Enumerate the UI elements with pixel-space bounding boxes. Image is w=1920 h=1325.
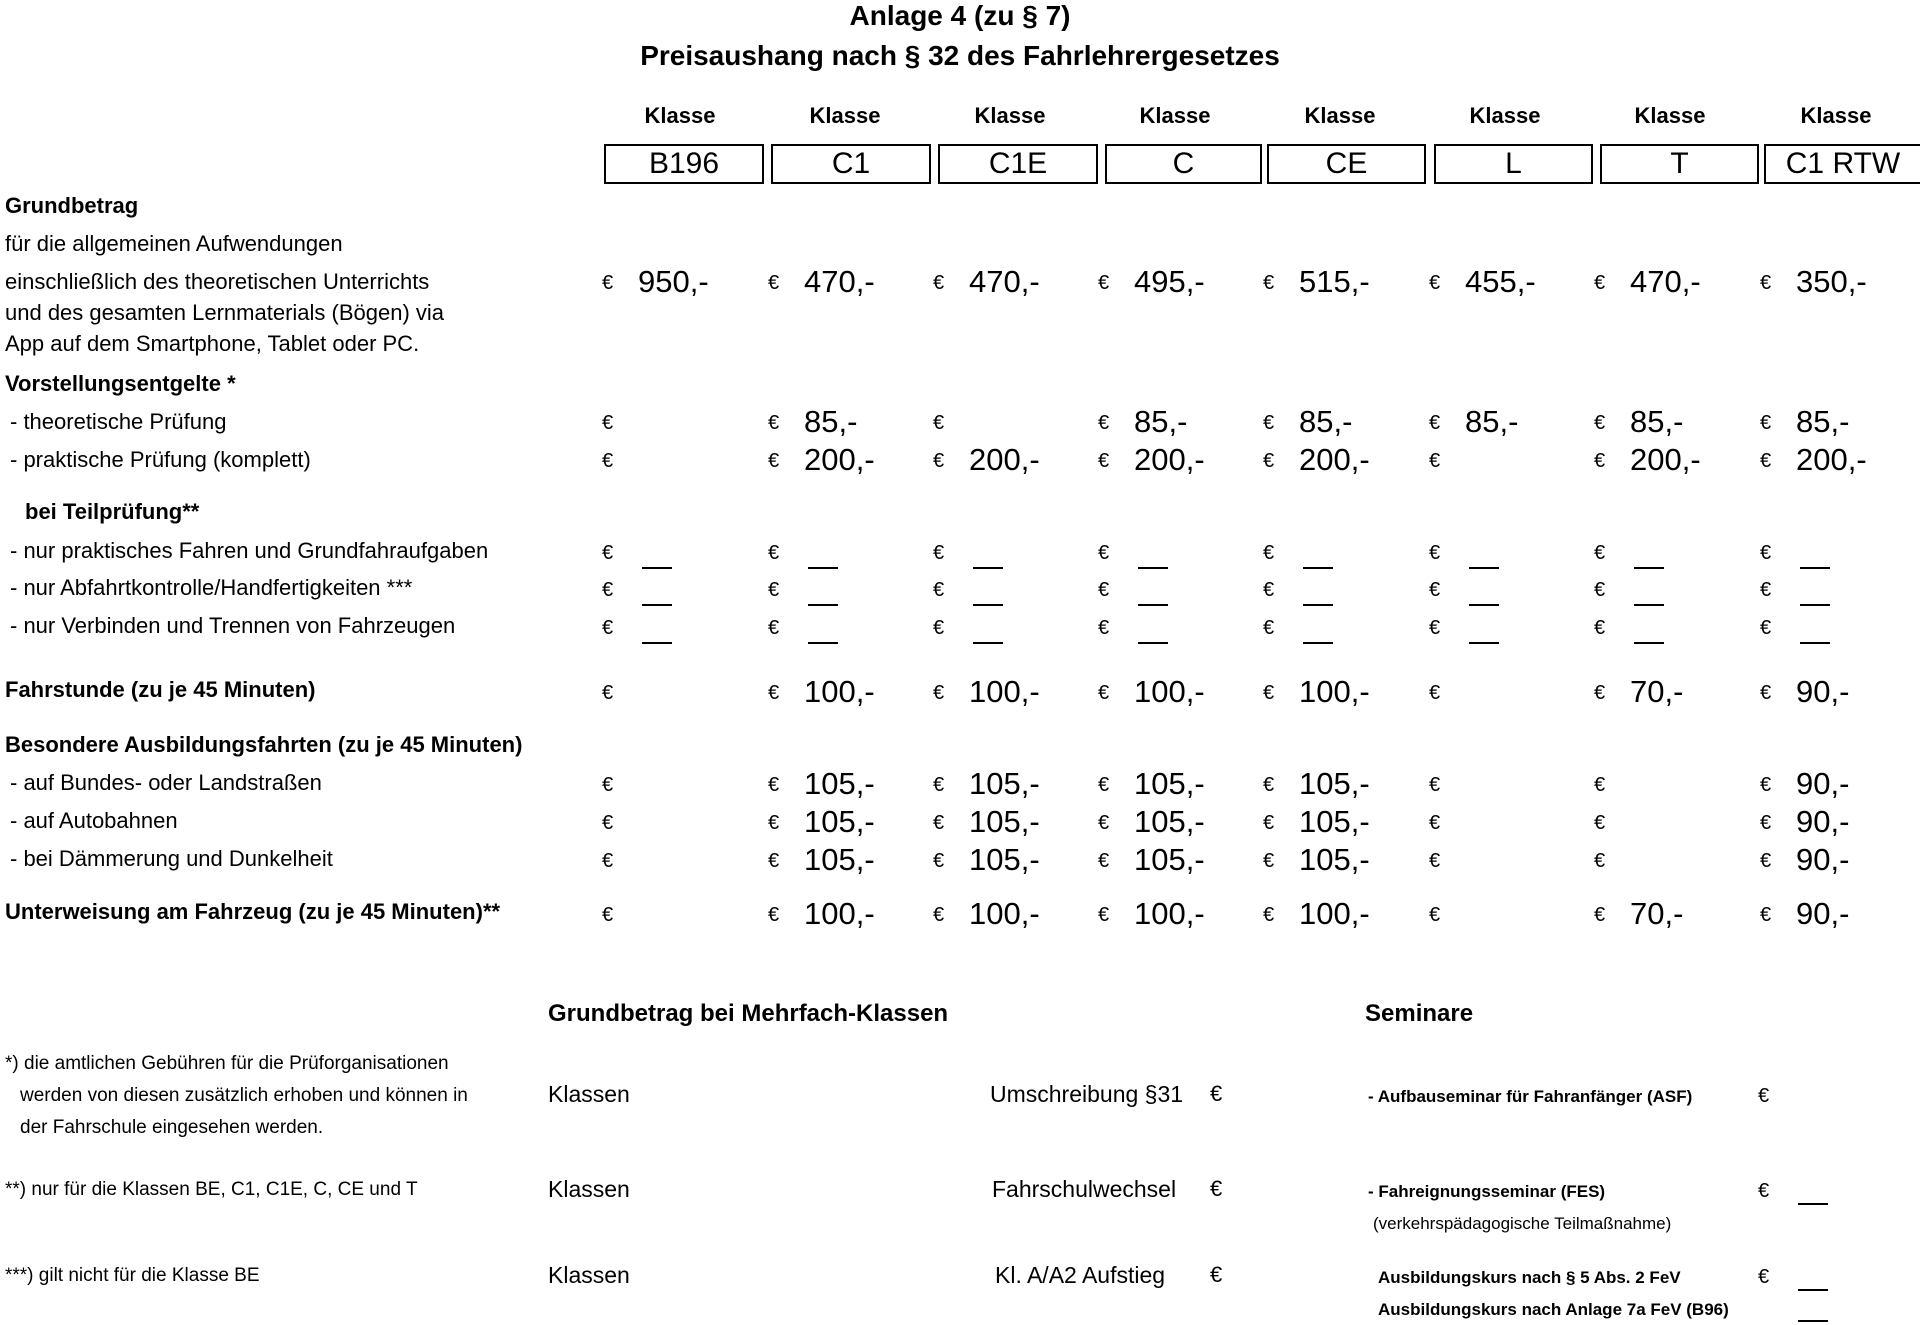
euro-sign: € [768, 450, 780, 472]
umschreibung-label: Umschreibung §31 [990, 1081, 1184, 1107]
fahrstunde-price: 90,- [1796, 674, 1850, 709]
praktische-pruefung-price: 200,- [1796, 442, 1867, 477]
euro-sign: € [1594, 812, 1606, 834]
euro-sign: € [1758, 1180, 1770, 1202]
footnote-1-line1: *) die amtlichen Gebühren für die Prüforganisationen [5, 1053, 449, 1074]
euro-sign: € [1098, 904, 1110, 926]
euro-sign: € [1594, 774, 1606, 796]
empty-price-dash [1798, 1289, 1828, 1291]
praktische-pruefung-price: 200,- [804, 442, 875, 477]
euro-sign: € [1263, 450, 1275, 472]
euro-sign: € [768, 542, 780, 564]
besondere-price: 105,- [804, 804, 875, 839]
euro-sign: € [1594, 904, 1606, 926]
euro-sign: € [1760, 812, 1772, 834]
empty-price-dash [808, 604, 838, 606]
unterweisung-price: 100,- [804, 896, 875, 931]
besondere-price: 105,- [969, 842, 1040, 877]
footnote-3: ***) gilt nicht für die Klasse BE [5, 1265, 260, 1286]
praktische-pruefung-price: 200,- [1630, 442, 1701, 477]
euro-sign: € [1429, 542, 1441, 564]
unterweisung-price: 90,- [1796, 896, 1850, 931]
footnote-2: **) nur für die Klassen BE, C1, C1E, C, CE und T [5, 1179, 418, 1200]
euro-sign: € [768, 904, 780, 926]
euro-sign: € [602, 542, 614, 564]
euro-sign: € [602, 617, 614, 639]
grundbetrag-line1: für die allgemeinen Aufwendungen [5, 231, 343, 256]
besondere-price: 105,- [804, 766, 875, 801]
footnote-1-line3: der Fahrschule eingesehen werden. [20, 1117, 324, 1138]
besondere-price: 105,- [804, 842, 875, 877]
empty-price-dash [1634, 604, 1664, 606]
besondere-price: 90,- [1796, 842, 1850, 877]
fahrstunde-price: 100,- [969, 674, 1040, 709]
euro-sign: € [1760, 904, 1772, 926]
euro-sign: € [1263, 272, 1275, 294]
document-title-line1: Anlage 4 (zu § 7) [849, 0, 1071, 31]
besondere-price: 105,- [1134, 804, 1205, 839]
kurs1-label: Ausbildungskurs nach § 5 Abs. 2 FeV [1378, 1268, 1681, 1287]
praktische-pruefung-price: 200,- [1299, 442, 1370, 477]
euro-sign: € [933, 542, 945, 564]
grundbetrag-price: 455,- [1465, 264, 1536, 299]
euro-sign: € [1760, 579, 1772, 601]
empty-price-dash [1469, 567, 1499, 569]
euro-sign: € [602, 579, 614, 601]
empty-price-dash [1303, 567, 1333, 569]
besondere-row-label: - bei Dämmerung und Dunkelheit [10, 846, 333, 871]
euro-sign: € [1429, 450, 1441, 472]
empty-price-dash [1303, 642, 1333, 644]
besondere-row-label: - auf Autobahnen [10, 808, 178, 833]
euro-sign: € [768, 850, 780, 872]
euro-sign: € [1098, 579, 1110, 601]
praktische-pruefung-price: 200,- [969, 442, 1040, 477]
class-box: L [1434, 144, 1593, 184]
theoretische-pruefung-price: 85,- [1134, 404, 1188, 439]
euro-sign: € [1429, 682, 1441, 704]
class-header-label: Klasse [809, 103, 881, 128]
unterweisung-price: 100,- [1299, 896, 1370, 931]
empty-price-dash [1469, 642, 1499, 644]
euro-sign: € [1098, 412, 1110, 434]
teilpruefung-row-label: - nur Verbinden und Trennen von Fahrzeugen [10, 613, 456, 638]
euro-sign: € [933, 412, 945, 434]
class-header-label: Klasse [1634, 103, 1706, 128]
euro-sign: € [1263, 774, 1275, 796]
empty-price-dash [1303, 604, 1333, 606]
class-header-label: Klasse [1469, 103, 1541, 128]
euro-sign: € [1429, 412, 1441, 434]
euro-sign: € [1210, 1081, 1223, 1106]
class-header-label: Klasse [644, 103, 716, 128]
euro-sign: € [768, 272, 780, 294]
euro-sign: € [1594, 682, 1606, 704]
document-title-line2: Preisaushang nach § 32 des Fahrlehrergesetzes [640, 40, 1280, 71]
empty-price-dash [1800, 567, 1830, 569]
grundbetrag-price: 350,- [1796, 264, 1867, 299]
euro-sign: € [933, 812, 945, 834]
footnote-1-line2: werden von diesen zusätzlich erhoben und können in [20, 1085, 468, 1106]
euro-sign: € [1098, 542, 1110, 564]
class-header-label: Klasse [1800, 103, 1872, 128]
euro-sign: € [933, 904, 945, 926]
euro-sign: € [768, 682, 780, 704]
class-box: T [1600, 144, 1759, 184]
euro-sign: € [1263, 412, 1275, 434]
euro-sign: € [602, 812, 614, 834]
euro-sign: € [933, 450, 945, 472]
euro-sign: € [933, 579, 945, 601]
empty-price-dash [808, 642, 838, 644]
grundbetrag-price: 515,- [1299, 264, 1370, 299]
euro-sign: € [1760, 450, 1772, 472]
class-box: C1 [771, 144, 931, 184]
euro-sign: € [602, 272, 614, 294]
mehrfach-row-label: Klassen [548, 1262, 630, 1288]
theoretische-pruefung-price: 85,- [1630, 404, 1684, 439]
besondere-row-label: - auf Bundes- oder Landstraßen [10, 770, 322, 795]
empty-price-dash [1800, 604, 1830, 606]
euro-sign: € [602, 682, 614, 704]
euro-sign: € [1760, 774, 1772, 796]
euro-sign: € [1760, 850, 1772, 872]
theoretische-pruefung-price: 85,- [1299, 404, 1353, 439]
class-box: CE [1267, 144, 1426, 184]
teilpruefung-row-label: - nur praktisches Fahren und Grundfahraufgaben [10, 538, 489, 563]
empty-price-dash [973, 604, 1003, 606]
fahrstunde-price: 100,- [1134, 674, 1205, 709]
empty-price-dash [1634, 567, 1664, 569]
euro-sign: € [1098, 682, 1110, 704]
besondere-heading: Besondere Ausbildungsfahrten (zu je 45 Minuten) [5, 732, 523, 757]
euro-sign: € [1098, 272, 1110, 294]
vorstellung-heading: Vorstellungsentgelte * [5, 371, 236, 396]
grundbetrag-line3: und des gesamten Lernmaterials (Bögen) via [5, 300, 445, 325]
fahrstunde-label: Fahrstunde (zu je 45 Minuten) [5, 677, 316, 702]
empty-price-dash [1138, 642, 1168, 644]
empty-price-dash [642, 642, 672, 644]
grundbetrag-price: 950,- [638, 264, 709, 299]
euro-sign: € [768, 412, 780, 434]
euro-sign: € [1429, 579, 1441, 601]
euro-sign: € [1429, 774, 1441, 796]
grundbetrag-price: 495,- [1134, 264, 1205, 299]
besondere-price: 105,- [1134, 842, 1205, 877]
grundbetrag-line4: App auf dem Smartphone, Tablet oder PC. [5, 331, 420, 356]
class-header-label: Klasse [1304, 103, 1376, 128]
teilpruefung-row-label: - nur Abfahrtkontrolle/Handfertigkeiten *** [10, 575, 413, 600]
euro-sign: € [1098, 774, 1110, 796]
besondere-price: 105,- [1299, 804, 1370, 839]
empty-price-dash [1800, 642, 1830, 644]
euro-sign: € [1429, 850, 1441, 872]
besondere-price: 105,- [969, 766, 1040, 801]
euro-sign: € [1210, 1176, 1223, 1201]
mehrfach-row-label: Klassen [548, 1081, 630, 1107]
mehrfach-row-label: Klassen [548, 1176, 630, 1202]
euro-sign: € [1760, 412, 1772, 434]
praktische-pruefung-price: 200,- [1134, 442, 1205, 477]
euro-sign: € [768, 774, 780, 796]
euro-sign: € [1263, 579, 1275, 601]
euro-sign: € [1594, 450, 1606, 472]
fahrstunde-price: 100,- [804, 674, 875, 709]
euro-sign: € [1594, 617, 1606, 639]
euro-sign: € [933, 682, 945, 704]
besondere-price: 90,- [1796, 804, 1850, 839]
euro-sign: € [602, 904, 614, 926]
euro-sign: € [1594, 579, 1606, 601]
grundbetrag-price: 470,- [804, 264, 875, 299]
unterweisung-label: Unterweisung am Fahrzeug (zu je 45 Minuten)** [5, 899, 501, 924]
euro-sign: € [602, 850, 614, 872]
euro-sign: € [1098, 450, 1110, 472]
theoretische-pruefung-price: 85,- [804, 404, 858, 439]
empty-price-dash [808, 567, 838, 569]
euro-sign: € [1594, 850, 1606, 872]
euro-sign: € [1263, 682, 1275, 704]
euro-sign: € [1098, 812, 1110, 834]
euro-sign: € [1429, 617, 1441, 639]
euro-sign: € [602, 774, 614, 796]
euro-sign: € [1263, 850, 1275, 872]
seminare-heading: Seminare [1365, 1000, 1474, 1027]
unterweisung-price: 100,- [969, 896, 1040, 931]
kurs2-label: Ausbildungskurs nach Anlage 7a FeV (B96) [1378, 1300, 1729, 1319]
besondere-price: 105,- [969, 804, 1040, 839]
class-box: C1 RTW [1764, 144, 1920, 184]
euro-sign: € [1098, 850, 1110, 872]
euro-sign: € [768, 617, 780, 639]
fes-label: - Fahreignungsseminar (FES) [1368, 1182, 1606, 1201]
euro-sign: € [768, 812, 780, 834]
aufstieg-label: Kl. A/A2 Aufstieg [995, 1262, 1166, 1288]
empty-price-dash [1138, 567, 1168, 569]
grundbetrag-heading: Grundbetrag [5, 193, 139, 218]
euro-sign: € [1758, 1266, 1770, 1288]
euro-sign: € [1760, 682, 1772, 704]
fes-sublabel: (verkehrspädagogische Teilmaßnahme) [1373, 1214, 1672, 1233]
euro-sign: € [1594, 272, 1606, 294]
euro-sign: € [933, 617, 945, 639]
asf-label: - Aufbauseminar für Fahranfänger (ASF) [1368, 1087, 1693, 1106]
empty-price-dash [1798, 1203, 1828, 1205]
class-box: B196 [604, 144, 764, 184]
euro-sign: € [1760, 542, 1772, 564]
euro-sign: € [768, 579, 780, 601]
euro-sign: € [1263, 812, 1275, 834]
euro-sign: € [1594, 412, 1606, 434]
theoretische-pruefung-price: 85,- [1465, 404, 1519, 439]
euro-sign: € [602, 412, 614, 434]
mehrfach-heading: Grundbetrag bei Mehrfach-Klassen [548, 1000, 949, 1027]
besondere-price: 105,- [1299, 766, 1370, 801]
euro-sign: € [1263, 904, 1275, 926]
euro-sign: € [1429, 904, 1441, 926]
euro-sign: € [1263, 617, 1275, 639]
class-box: C [1105, 144, 1262, 184]
empty-price-dash [1469, 604, 1499, 606]
euro-sign: € [1594, 542, 1606, 564]
euro-sign: € [933, 272, 945, 294]
euro-sign: € [1098, 617, 1110, 639]
besondere-price: 105,- [1134, 766, 1205, 801]
euro-sign: € [602, 450, 614, 472]
empty-price-dash [1798, 1320, 1828, 1322]
euro-sign: € [1429, 812, 1441, 834]
grundbetrag-line2: einschließlich des theoretischen Unterrichts [5, 269, 430, 294]
class-box: C1E [938, 144, 1098, 184]
empty-price-dash [1138, 604, 1168, 606]
theoretische-pruefung-label: - theoretische Prüfung [10, 409, 227, 434]
fahrstunde-price: 70,- [1630, 674, 1684, 709]
euro-sign: € [1760, 272, 1772, 294]
theoretische-pruefung-price: 85,- [1796, 404, 1850, 439]
fahrstunde-price: 100,- [1299, 674, 1370, 709]
euro-sign: € [1263, 542, 1275, 564]
empty-price-dash [1634, 642, 1664, 644]
unterweisung-price: 100,- [1134, 896, 1205, 931]
fahrschulwechsel-label: Fahrschulwechsel [992, 1176, 1177, 1202]
besondere-price: 90,- [1796, 766, 1850, 801]
praktische-pruefung-label: - praktische Prüfung (komplett) [10, 447, 311, 472]
euro-sign: € [1760, 617, 1772, 639]
euro-sign: € [1758, 1085, 1770, 1107]
grundbetrag-price: 470,- [1630, 264, 1701, 299]
grundbetrag-price: 470,- [969, 264, 1040, 299]
class-header-label: Klasse [974, 103, 1046, 128]
empty-price-dash [973, 567, 1003, 569]
euro-sign: € [1429, 272, 1441, 294]
besondere-price: 105,- [1299, 842, 1370, 877]
unterweisung-price: 70,- [1630, 896, 1684, 931]
empty-price-dash [642, 604, 672, 606]
teilpruefung-heading: bei Teilprüfung** [25, 499, 200, 524]
class-header-label: Klasse [1139, 103, 1211, 128]
euro-sign: € [933, 774, 945, 796]
euro-sign: € [1210, 1262, 1223, 1287]
euro-sign: € [933, 850, 945, 872]
empty-price-dash [642, 567, 672, 569]
empty-price-dash [973, 642, 1003, 644]
